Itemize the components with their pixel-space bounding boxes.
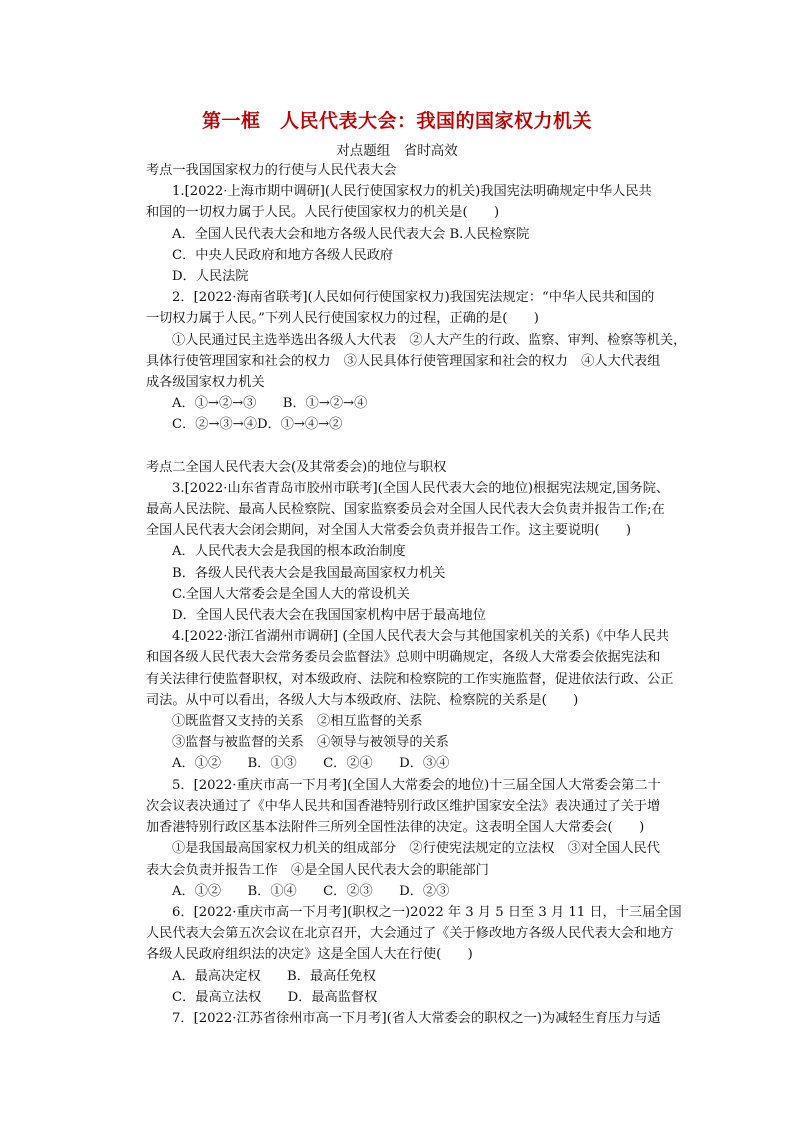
option: C．中央人民政府和地方各级人民政府	[172, 247, 394, 263]
question-2	[146, 287, 687, 435]
question-text: 2．[2022·海南省联考](人民如何行使国家权力)我国宪法规定：“中华人民共和国的	[172, 290, 655, 306]
option: C．最高立法权 D．最高监督权	[172, 989, 378, 1005]
question-text: 加香港特别行政区基本法附件三所列全国性法律的决定。这表明全国人大常委会( )	[146, 820, 645, 836]
question-text: 和国各级人民代表大会常务委员会监督法》总则中明确规定，各级人大常委会依据宪法和	[146, 650, 661, 666]
statement: 成各级国家权力机关	[146, 375, 265, 391]
option: A．全国人民代表大会和地方各级人民代表大会 B.人民检察院	[172, 226, 530, 242]
option: C．②→③→④D．①→④→②	[172, 417, 343, 433]
question-text: 5．[2022·重庆市高一下月考](全国人大常委会的地位)十三届全国人大常委会第二十	[172, 777, 661, 793]
question-text: 各级人民政府组织法的决定》这是全国人大在行使( )	[146, 947, 473, 963]
question-text: 有关法律行使监督职权，对本级政府、法院和检察院的工作实施监督，促进依法行政、公正	[146, 671, 674, 687]
option: A．①② B．①④ C．②③ D．②③	[172, 883, 450, 899]
statement: 具体行使管理国家和社会的权力 ③人民具体行使管理国家和社会的权力 ④人大代表组	[146, 353, 661, 369]
option: D．人民法院	[172, 269, 249, 285]
question-3	[146, 478, 678, 626]
option: A．最高决定权 B．最高任免权	[172, 968, 376, 984]
question-text: 人民代表大会第五次会议在北京召开，大会通过了《关于修改地方各级人民代表大会和地方	[146, 926, 674, 942]
option: B．各级人民代表大会是我国最高国家权力机关	[172, 565, 446, 581]
option: A．①→②→③ B．①→②→④	[172, 396, 368, 412]
statement: ①人民通过民主选举选出各级人大代表 ②人大产生的行政、监察、审判、检察等机关，	[172, 332, 687, 348]
statement: ③监督与被监督的关系 ④领导与被领导的关系	[172, 735, 449, 751]
question-5	[146, 775, 678, 902]
question-6	[146, 902, 682, 1008]
option: A．①② B．①③ C．②④ D．③④	[172, 756, 450, 772]
question-1	[146, 181, 678, 287]
question-text: 7．[2022·江苏省徐州市高一下月考](省人大常委会的职权之一)为减轻生育压力与适	[172, 1010, 661, 1026]
question-text: 和国的一切权力属于人民。人民行使国家权力的机关是( )	[146, 205, 500, 221]
statement: 表大会负责并报告工作 ④是全国人民代表大会的职能部门	[146, 862, 489, 878]
option: A．人民代表大会是我国的根本政治制度	[172, 544, 406, 560]
statement: ①是我国最高国家权力机关的组成部分 ②行使宪法规定的立法权 ③对全国人民代	[172, 841, 660, 857]
option: C.全国人大常委会是全国人大的常设机关	[172, 586, 410, 602]
spacer	[146, 436, 678, 457]
question-4	[146, 626, 678, 774]
page-title: 第一框 人民代表大会：我国的国家权力机关	[201, 110, 592, 132]
page-subtitle: 对点题组 省时高效	[336, 143, 458, 159]
question-text: 4.[2022·浙江省湖州市调研] (全国人民代表大会与其他国家机关的关系)《中华人民共	[172, 629, 670, 645]
section-heading: 考点一我国国家权力的行使与人民代表大会	[146, 163, 397, 178]
question-text: 司法。从中可以看出，各级人大与本级政府、法院、检察院的关系是( )	[146, 692, 579, 708]
question-text: 3.[2022·山东省青岛市胶州市联考](全国人民代表大会的地位)根据宪法规定,国务院、	[172, 480, 670, 496]
question-text: 1.[2022·上海市期中调研](人民行使国家权力的机关)我国宪法明确规定中华人民共	[172, 184, 652, 200]
question-text: 最高人民法院、最高人民检察院、国家监察委员会对全国人民代表大会负责并报告工作;在	[146, 502, 665, 518]
question-text: 全国人民代表大会闭会期间，对全国人大常委会负责并报告工作。这主要说明( )	[146, 523, 632, 539]
question-text: 一切权力属于人民。”下列人民行使国家权力的过程，正确的是( )	[146, 311, 539, 327]
question-text: 次会议表决通过了《中华人民共和国香港特别行政区维护国家安全法》表决通过了关于增	[146, 798, 661, 814]
option: D．全国人民代表大会在我国国家机构中居于最高地位	[172, 608, 486, 624]
statement: ①既监督又支持的关系 ②相互监督的关系	[172, 714, 423, 730]
question-7	[146, 1008, 678, 1029]
question-text: 6．[2022·重庆市高一下月考](职权之一)2022 年 3 月 5 日至 3 月 11 日，十三届全国	[172, 904, 682, 920]
section-heading: 考点二全国人民代表大会(及其常委会)的地位与职权	[146, 459, 447, 475]
question-list	[146, 160, 687, 1029]
